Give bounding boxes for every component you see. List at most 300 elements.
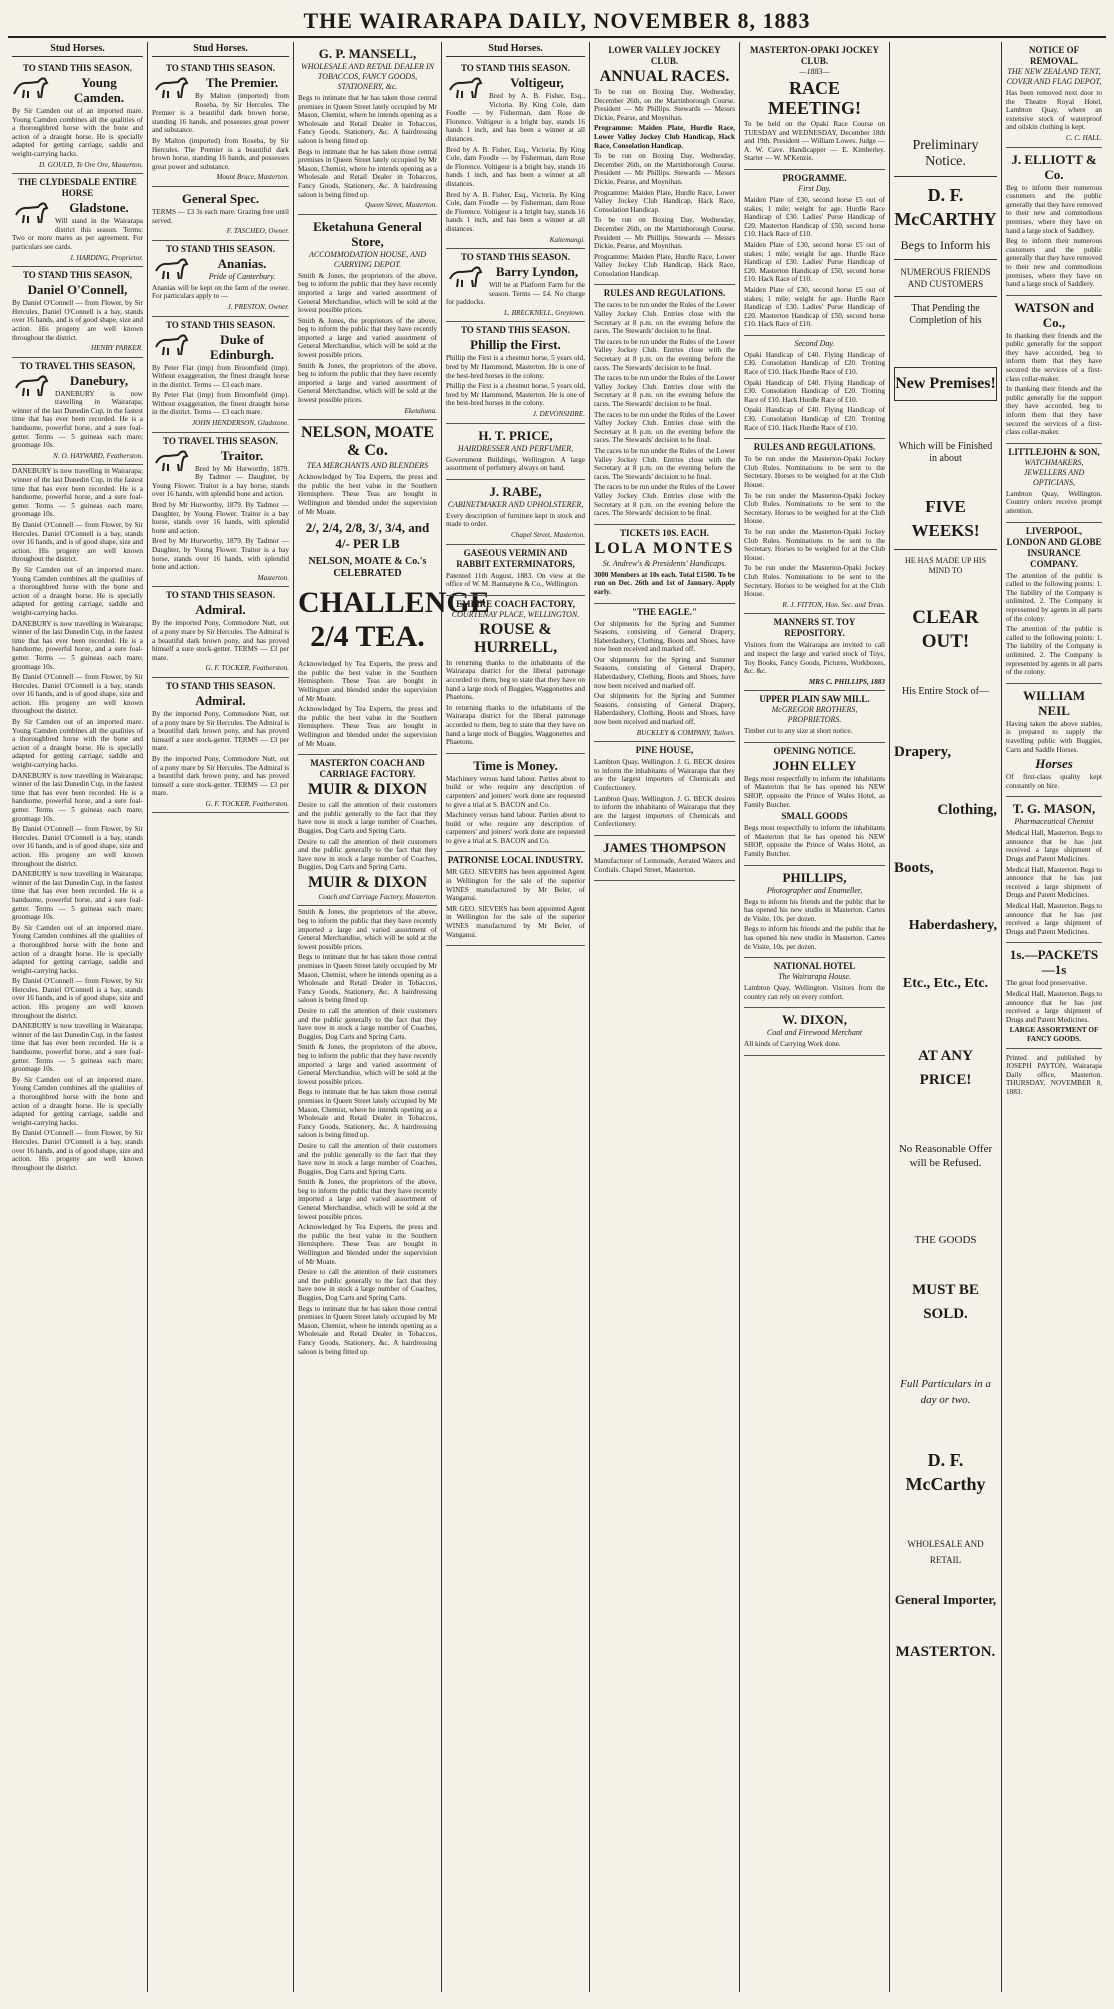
ad-body: To be run on Boxing Day, Wednesday, December 26th, on the Martinborough Course. President — Mr Phillips. Stewards — Messrs Dickie, Pearse, and Moynihan. xyxy=(594,88,735,122)
ad-body-continued: By Sir Camden out of an imported mare. Young Camden combines all the qualities of a thoroughbred horse with the bone and action of a draught horse. He is specially adapted for getting carriage, saddle and weight-carrying hacks. xyxy=(12,1075,143,1127)
ad-name: Ananias. xyxy=(217,255,267,271)
column-1 xyxy=(8,42,148,1992)
ad-body: Our shipments for the Spring and Summer Seasons, consisting of General Drapery, Haberdashery, Clothing, Boots and Shoes, have now been received and marked off. xyxy=(594,692,735,727)
ad-muir-dixon xyxy=(298,755,437,906)
ad-body: In returning thanks to the inhabitants of the Wairarapa district for the liberal patronage accorded to them, beg to state that they have on hand a large stock of Buggies, Waggonettes and Phaetons. xyxy=(446,658,585,702)
ad-name: Horses xyxy=(1035,756,1073,772)
ad-subtitle: SMALL GOODS xyxy=(781,811,848,822)
ad-name: Gladstone. xyxy=(69,200,129,216)
ad-name: ROUSE & HURRELL, xyxy=(473,620,558,656)
ad-name: LOLA MONTES xyxy=(594,539,735,557)
ad-title: PATRONISE LOCAL INDUSTRY. xyxy=(447,855,584,866)
ad-body: Acknowledged by Tea Experts, the press and the public the best value in the Southern Hemisphere. These Teas are bought in Wellington and blended under the supervision of Mr Moate. xyxy=(298,660,437,703)
imprint-text: Printed and published by JOSEPH PAYTON, Wairarapa Daily office, Masterton. THURSDAY, NOVEMBER 8, 1883. xyxy=(1006,1053,1102,1096)
ad-body: By Malton (imported) from Roseba, by Sir Hercules. The Premier is a beautiful dark brown horse, standing 16 hands, and possesses great power and substance. xyxy=(152,136,289,171)
ad-body: Medical Hall, Masterton. Begs to announce that he has just received a large shipment of Drugs and Patent Medicines. xyxy=(1006,990,1102,1024)
ad-signature: Masterton. xyxy=(257,573,289,582)
race-programme: Programme: Maiden Plate, Hurdle Race, Lower Valley Jockey Club Handicap, Hack Race, Consolation Handicap. xyxy=(594,188,735,214)
ad-john-elley xyxy=(744,743,885,866)
ad-body: By Peter Flat (imp) from Broomfield (imp). Without exaggeration, the finest draught horse in the district. Terms — £3 each mare. xyxy=(152,391,289,417)
horse-icon xyxy=(446,74,486,100)
filler-text xyxy=(298,908,437,1356)
ad-body: In returning thanks to the inhabitants of the Wairarapa district for the liberal patronage accorded to them, beg to state that they have on hand a large stock of Buggies, Waggonettes and Phaetons. xyxy=(446,703,585,747)
ad-body: By the imported Pony, Commodore Nutt, out of a pony mare by Sir Hercules. The Admiral is a beautiful dark brown pony, and has proved himself a sure stock-getter. TERMS — £3 per mare. xyxy=(152,709,289,753)
ad-saw-mill xyxy=(744,691,885,743)
masthead xyxy=(8,6,1106,38)
ad-subtitle: The Wairarapa House. xyxy=(778,972,851,982)
ad-subtitle: McGREGOR BROTHERS, PROPRIETORS. xyxy=(771,705,858,725)
column-8 xyxy=(1002,42,1106,1992)
ad-signature: Chapel Street, Masterton. xyxy=(511,531,585,539)
ad-watson xyxy=(1006,296,1102,444)
ad-signature: Eketahuna. xyxy=(404,406,437,415)
ad-name: Young Camden. xyxy=(73,75,125,105)
ad-title: TO STAND THIS SEASON. xyxy=(165,319,276,330)
ad-admiral-2 xyxy=(152,678,289,814)
ad-subtitle: Photographer and Enameller, xyxy=(766,885,863,895)
ad-name: WILLIAM NEIL xyxy=(1022,687,1086,718)
ad-body: The great food preservative. xyxy=(1006,979,1088,988)
ad-name: G. P. MANSELL, xyxy=(318,46,417,61)
ad-packets xyxy=(1006,943,1102,1048)
ad-body: To be run under the Masterton-Opaki Jockey Club Rules. Nominations to be sent to the Secretary. Horses to be weighed for at the Club House. xyxy=(744,527,885,562)
entire-stock: His Entire Stock of— xyxy=(902,686,989,697)
ad-programme-day2 xyxy=(744,336,885,439)
full-particulars: Full Particulars in a day or two. xyxy=(900,1378,991,1406)
ad-body: Bred by A. B. Fisher, Esq., Victoria. By King Cole, dam Foodle — by Fisherman, dam Rose de Florence. Voltigeur is a bright bay, stands 16 hands 1 inch, and has been a winner at all distances. xyxy=(446,145,585,188)
ad-body: Phillip the First is a chestnut horse, 5 years old, bred by Mr Hammond, Masterton. He is one of the best-bred horses in the colony. xyxy=(446,354,585,380)
ad-body: Beg to inform their numerous customers and the public generally that they have removed to their new and commodious premises, where they have on hand a large stock of Saddlery. xyxy=(1006,183,1102,235)
ad-body: The attention of the public is called to the following points: 1. The liability of the Company is unlimited. 2. The Company is represented by agents in all parts of the colony. xyxy=(1006,571,1102,623)
horse-icon xyxy=(12,372,52,398)
ad-national-hotel xyxy=(744,958,885,1008)
ad-body: Medical Hall, Masterton. Begs to announce that he has just received a large shipment of Drugs and Patent Medicines. xyxy=(1006,829,1102,864)
ad-title: TO STAND THIS SEASON. xyxy=(165,590,276,601)
ad-lower-valley-races xyxy=(594,42,735,285)
ad-william-neil xyxy=(1006,684,1102,798)
ad-danebury xyxy=(12,358,143,466)
ad-signature: JOHN HENDERSON, Gladstone. xyxy=(191,419,289,428)
ad-body: Visitors from the Wairarapa are invited to call and inspect the large and varied stock of Toys, Toy Books, Fancy Goods, Pictures, Workboxes, &c. &c. xyxy=(744,641,885,676)
ad-the-eagle xyxy=(594,604,735,743)
ad-signature: MRS C. PHILLIPS, 1883 xyxy=(808,677,885,686)
ad-signature: F. TASCHEO, Owner. xyxy=(226,227,289,236)
ad-body: Has been removed next door to the Theatre Royal Hotel, Lambton Quay, where an extensive stock of waterproof and oilskin clothing is kept. xyxy=(1006,89,1102,132)
ad-body-continued: By Daniel O'Connell — from Flower, by Sir Hercules. Daniel O'Connell is a bay, stands over 16 hands, and is of good shape, size and action. His progeny are well known throughout the district. xyxy=(12,673,143,716)
horse-icon xyxy=(152,74,192,100)
ad-name: Eketahuna General Store, xyxy=(313,218,422,249)
ad-body: The races to be run under the Rules of the Lower Valley Jockey Club. Entries close with the Secretary at 8 p.m. on the evening before the races. The Stewards' decision to be final. xyxy=(594,446,735,481)
ad-name: JAMES THOMPSON xyxy=(603,839,726,855)
masthead-title: THE WAIRARAPA DAILY, NOVEMBER 8, 1883 xyxy=(303,8,811,33)
ad-title: TICKETS 10S. EACH. xyxy=(619,527,710,538)
ad-body: By Daniel O'Connell — from Flower, by Sir Hercules. Daniel O'Connell is a bay, stands over 16 hands, and is of good shape, size and action. His progeny are well known throughout the district. xyxy=(12,299,143,342)
ad-title: TO TRAVEL THIS SEASON. xyxy=(163,435,278,446)
ad-body: To be run on Boxing Day, Wednesday, December 26th, on the Martinborough Course. President — Mr Phillips. Stewards — Messrs Dickie, Pearse, and Moynihan. xyxy=(594,152,735,186)
ad-subtitle: THE NEW ZEALAND TENT, COVER AND FLAG DEPOT, xyxy=(1006,67,1102,86)
ad-body: The attention of the public is called to the following points: 1. The liability of the Company is unlimited. 2. The Company is represented by agents in all parts of the colony. xyxy=(1006,625,1102,677)
ad-nelson-moate xyxy=(298,420,490,755)
ad-signature: Kaitemangi. xyxy=(549,235,585,244)
ad-body: All kinds of Carrying Work done. xyxy=(744,1040,841,1049)
ad-name-repeat: MUIR & DIXON xyxy=(307,873,428,891)
ad-signature: Coach and Carriage Factory, Masterton. xyxy=(318,892,437,901)
ad-body-continued: Begs to intimate that he has taken those central premises in Queen Street lately occupied by Mr Mason, Chemist, where he intends opening as a Wholesale and Retail Dealer in Tobaccos, Fancy Goods, Stationery, &c. A hairdressing saloon is being fitted up. xyxy=(298,1088,437,1140)
ad-body: Lambton Quay, Wellington. J. G. BECK desires to inform the inhabitants of Wairarapa that they are the largest importers of Chemicals and Confectionery. xyxy=(594,794,735,829)
at-any-price: AT ANY PRICE! xyxy=(918,1048,973,1088)
ad-signature: BUCKLEY & COMPANY, Tailors. xyxy=(636,728,735,737)
ad-body-continued: Begs to intimate that he has taken those central premises in Queen Street lately occupied by Mr Mason, Chemist, where he intends opening as a Wholesale and Retail Dealer in Tobaccos, Fancy Goods, Stationery, &c. A hairdressing saloon is being fitted up. xyxy=(298,1304,437,1356)
ad-title: TO STAND THIS SEASON. xyxy=(165,680,276,691)
ad-name: Admiral. xyxy=(195,692,246,708)
ad-time-is-money xyxy=(446,754,585,853)
ad-subtitle: WHOLESALE AND RETAIL DEALER IN TOBACCOS, FANCY GOODS, STATIONERY, &c. xyxy=(301,62,434,91)
ad-body: Bred by A. B. Fisher, Esq., Victoria. By King Cole, dam Foodle — by Fisherman, dam Rose de Florence. Voltigeur is a bright bay, stands 16 hands 1 inch, and has been a winner at all distances. xyxy=(446,190,585,233)
ad-voltigeur xyxy=(446,60,585,249)
ad-body: Begs most respectfully to inform the inhabitants of Masterton that he has opened his NEW SHOP, opposite the Prince of Wales Hotel, as Family Butcher. xyxy=(744,774,885,809)
ad-name: General Spec. xyxy=(181,190,260,206)
ad-subtitle: CABINETMAKER AND UPHOLSTERER, xyxy=(447,499,584,509)
ad-title: "THE EAGLE." xyxy=(631,606,697,617)
filler-text xyxy=(12,467,143,1172)
ad-lola-montes xyxy=(594,525,735,604)
ad-body: Every description of furniture kept in stock and made to order. xyxy=(446,511,585,529)
ad-body: Maiden Plate of £30, second horse £5 out of stakes; 1 mile; weight for age. Hurdle Race Handicap of £30. Ladies' Purse Handicap of £20. Masterton Handicap of £50, second horse £10. Hack Race of £10. xyxy=(744,240,885,284)
ad-rabe xyxy=(446,480,585,545)
horse-icon xyxy=(12,74,52,100)
ad-body: Machinery versus hand labour. Parties about to build or who require any description of carpenters' and joiners' work done are requested to give a trial at S. BACON and Co. xyxy=(446,774,585,809)
ad-empire-coach xyxy=(446,596,585,754)
ad-body: Bred by A. B. Fisher, Esq., Victoria. By King Cole, dam Foodle — by Fisherman, dam Rose de Florence. Voltigeur is a bright bay, stands 16 hands 1 inch, and has been a winner at all distances. xyxy=(446,92,585,143)
ad-name: Duke of Edinburgh. xyxy=(210,331,274,362)
horse-icon xyxy=(446,263,486,289)
ad-title: TO STAND THIS SEASON, xyxy=(22,270,133,281)
ad-subtitle: Pharmaceutical Chemist xyxy=(1014,817,1094,827)
ad-title: GASEOUS VERMIN AND RABBIT EXTERMINATORS, xyxy=(456,547,575,569)
ad-body: MR GEO. SIEVERS has been appointed Agent in Wellington for the sale of the superior WINES manufactured by Mr Beler, of Wanganui. xyxy=(446,868,585,903)
ad-general-spec xyxy=(152,187,289,241)
ad-body: Smith & Jones, the proprietors of the above, beg to inform the public that they have recently imported a large and varied assortment of General Merchandise, which will be sold at the lowest possible prices. xyxy=(298,316,437,360)
stock-item-haberdashery: Haberdashery, xyxy=(908,918,997,933)
ad-young-camden xyxy=(12,60,143,174)
ad-ananias xyxy=(152,241,289,317)
ad-body: Begs to inform his friends and the public that he has opened his new studio in Masterton. Cartes de Visite, 10s. per dozen. xyxy=(744,925,885,951)
ad-daniel-oconnell xyxy=(12,267,143,358)
ad-title: UPPER PLAIN SAW MILL. xyxy=(759,694,870,705)
ad-local-industry xyxy=(446,852,585,946)
made-up-mind: HE HAS MADE UP HIS MIND TO xyxy=(904,556,987,575)
ad-subtitle: —1883— xyxy=(799,67,830,76)
ad-signature: G. F. TOCKER, Featherston. xyxy=(205,664,289,673)
ad-body: Of first-class quality kept constantly on hire. xyxy=(1006,773,1102,790)
column-7-mccarthy-ad xyxy=(890,42,1002,1992)
ad-name: Time is Money. xyxy=(473,757,558,773)
ad-body: Begs to intimate that he has taken those central premises in Queen Street lately occupied by Mr Mason, Chemist, where he intends opening as a Wholesale and Retail Dealer in Tobaccos, Fancy Goods, Stationery, &c. A hairdressing saloon is being fitted up. xyxy=(298,147,437,199)
ad-littlejohn xyxy=(1006,444,1102,523)
ad-body: Government Buildings, Wellington. A large assortment of perfumery always on hand. xyxy=(446,455,585,473)
ad-programme-day1 xyxy=(744,170,885,336)
ad-title: TO STAND THIS SEASON. xyxy=(165,243,276,254)
ad-phillips-photographer xyxy=(744,866,885,959)
ad-subtitle: WATCHMAKERS, JEWELLERS AND OPTICIANS, xyxy=(1023,457,1085,487)
ad-name: RACE MEETING! xyxy=(767,78,861,118)
ad-body: Timber cut to any size at short notice. xyxy=(744,727,853,736)
ad-body: Manufacturer of Lemonade, Aerated Waters and Cordials. Chapel Street, Masterton. xyxy=(594,856,735,874)
columns xyxy=(8,42,1106,1992)
ad-body: In thanking their friends and the public generally for the support they have accorded, beg to inform them that they have secured the services of a first-class collar-maker. xyxy=(1006,385,1102,437)
ad-name: ANNUAL RACES. xyxy=(599,68,730,85)
ad-name: 1s.—PACKETS—1s xyxy=(1009,947,1099,978)
ad-body: To be held on the Opaki Race Course on TUESDAY and WEDNESDAY, December 18th and 19th. President — William Lowes. Judge — A. W. Cave. Handicapper — E. Kimberley. Starter — W. M'Kenzie. xyxy=(744,120,885,163)
ad-title: TO TRAVEL THIS SEASON, xyxy=(20,360,135,371)
stock-item-clothing: Clothing, xyxy=(937,802,997,818)
wholesale-retail: WHOLESALE AND RETAIL xyxy=(907,1539,984,1565)
ad-signature: D. GOULD, Te Ore Ore, Masterton. xyxy=(38,160,143,169)
column-5 xyxy=(590,42,740,1992)
ad-mansell xyxy=(298,42,437,215)
challenge-tea-banner: CHALLENGE 2/4 TEA. xyxy=(298,586,490,654)
ad-body: Lambton Quay, Wellington. J. G. BECK desires to inform the inhabitants of Wairarapa that they are the largest importers of Chemicals and Confectionery. xyxy=(594,758,735,792)
ad-gladstone xyxy=(12,174,143,267)
ad-name: NELSON, MOATE & Co. xyxy=(300,424,435,460)
ad-body: DANEBURY is now travelling in Wairarapa; winner of the last Dunedin Cup, in the fastest time that has ever been recorded. He is a handsome, powerful horse, and a sure foal-getter. Terms — 5 guineas each mare; groomage 10s. xyxy=(12,389,143,450)
ad-title: RULES AND REGULATIONS. xyxy=(753,442,876,453)
ad-body: The races to be run under the Rules of the Lower Valley Jockey Club. Entries close with the Secretary at 8 p.m. on the evening before the races. The Stewards' decision to be final. xyxy=(594,337,735,372)
ad-body-continued: By Sir Camden out of an imported mare. Young Camden combines all the qualities of a thoroughbred horse with the bone and action of a draught horse. He is specially adapted for getting carriage, saddle and weight-carrying hacks. xyxy=(12,718,143,770)
ad-body: Begs to inform his friends and the public that he has opened his new studio in Masterton. Cartes de Visite, 10s. per dozen. xyxy=(744,897,885,923)
ad-body: By Malton (imported) from Roseba, by Sir Hercules. The Premier is a beautiful dark brown horse, standing 16 hands, and possesses great power and substance. xyxy=(152,92,289,135)
stock-item-drapery: Drapery, xyxy=(894,744,952,760)
ad-name: Traitor. xyxy=(220,447,264,463)
ad-title: LIVERPOOL, LONDON AND GLOBE INSURANCE COMPANY. xyxy=(1006,525,1102,569)
ad-notice-of-removal xyxy=(1006,42,1102,148)
ad-signature: N. O. HAYWARD, Featherston. xyxy=(53,451,143,460)
ad-signature: HENRY PARKER. xyxy=(90,344,143,353)
ad-traitor xyxy=(152,433,289,588)
ad-barry-lyndon xyxy=(446,249,585,322)
ad-body: Desire to call the attention of their customers and the public generally to the fact that they have now in stock a large number of Coaches, Buggies, Dog Carts and Spring Carts. xyxy=(298,801,437,835)
ad-subtitle: Coal and Firewood Merchant xyxy=(766,1028,863,1038)
ad-body: Having taken the above stables, is prepared to supply the travelling public with Buggies, Carts and Saddle Horses. xyxy=(1006,719,1102,754)
ad-name: J. ELLIOTT & Co. xyxy=(1011,151,1097,182)
ad-name: WATSON and Co., xyxy=(1014,299,1094,330)
ad-opaki-rules xyxy=(744,439,885,614)
ad-title: MANNERS ST. TOY REPOSITORY. xyxy=(773,617,856,639)
ad-body: Our shipments for the Spring and Summer Seasons, consisting of General Drapery, Haberdashery, Clothing, Boots and Shoes, have now been received and marked off. xyxy=(594,655,735,690)
race-programme: Programme: Maiden Plate, Hurdle Race, Lower Valley Jockey Club Handicap, Hack Race, Consolation Handicap. xyxy=(594,252,735,278)
ad-title: LITTLEJOHN & SON, xyxy=(1008,446,1100,457)
ad-subtitle: Second Day. xyxy=(794,338,835,348)
ad-signature: Mount Bruce, Masterton. xyxy=(216,173,289,182)
ad-phillip-the-first xyxy=(446,322,585,423)
five-weeks: FIVE WEEKS! xyxy=(911,497,980,540)
ad-body: Desire to call the attention of their customers and the public generally to the fact that they have now in stock a large number of Coaches, Buggies, Dog Carts and Spring Carts. xyxy=(298,837,437,872)
ad-body: Will be at Platform Farm for the season. Terms — £4. No charge for paddocks. xyxy=(446,281,585,307)
ad-body: Smith & Jones, the proprietors of the above, beg to inform the public that they have recently imported a large and varied assortment of General Merchandise, which will be sold at the lowest possible prices. xyxy=(298,361,437,405)
ad-body: Bred by Mr Hurworthy, 1879. By Tadmor — Daughter, by Young Flower. Traitor is a bay horse, stands over 16 hands, with splendid bone and action. xyxy=(152,537,289,572)
column-heading: Stud Horses. xyxy=(12,42,143,57)
ad-vermin-exterminators xyxy=(446,545,585,596)
ad-body: Lambton Quay, Wellington. Country orders receive prompt attention. xyxy=(1006,489,1102,515)
ad-body: Maiden Plate of £30, second horse £5 out of stakes; 1 mile; weight for age. Hurdle Race Handicap of £30. Ladies' Purse Handicap of £20. Masterton Handicap of £50, second horse £10. Hack Race of £10. xyxy=(744,195,885,239)
ad-subtitle: HAIRDRESSER AND PERFUMER, xyxy=(457,443,574,453)
finished-in-about: Which will be Finished in about xyxy=(898,441,993,464)
ad-liverpool-insurance xyxy=(1006,523,1102,684)
ad-name: JOHN ELLEY xyxy=(772,757,857,773)
ad-body: Lambton Quay, Wellington. Visitors from the country can rely on every comfort. xyxy=(744,984,885,1001)
ad-body: TERMS — £3 3s each mare. Grazing free until served. xyxy=(152,207,289,225)
horse-icon xyxy=(152,331,192,357)
general-importer: General Importer, xyxy=(894,1592,997,1607)
ad-body: Beg to inform their numerous customers and the public generally that they have removed to their new and commodious premises, where they have on hand a large stock of Saddlery. xyxy=(1006,237,1102,289)
column-4 xyxy=(442,42,590,1992)
horse-icon xyxy=(152,255,192,281)
ad-body: Maiden Plate of £30, second horse £5 out of stakes; 1 mile; weight for age. Hurdle Race Handicap of £30. Ladies' Purse Handicap of £20. Masterton Handicap of £50, second horse £10. Hack Race of £10. xyxy=(744,285,885,329)
ad-body: By the imported Pony, Commodore Nutt, out of a pony mare by Sir Hercules. The Admiral is a beautiful dark brown pony, and has proved himself a sure stock-getter. TERMS — £3 per mare. xyxy=(152,754,289,798)
ad-body: In thanking their friends and the public generally for the support they have accorded, beg to inform them that they have secured the services of a first-class collar-maker. xyxy=(1006,331,1102,383)
column-heading: Stud Horses. xyxy=(152,42,289,57)
ad-name: W. DIXON, xyxy=(782,1012,847,1028)
ad-title: LOWER VALLEY JOCKEY CLUB. xyxy=(608,45,721,66)
ad-the-premier xyxy=(152,60,289,187)
no-offer-refused: No Reasonable Offer will be Refused. xyxy=(898,1143,993,1169)
ad-body-continued: Smith & Jones, the proprietors of the above, beg to inform the public that they have recently imported a large and varied assortment of General Merchandise, which will be sold at the lowest possible prices. xyxy=(298,908,437,951)
ad-name: Barry Lyndon, xyxy=(495,264,579,280)
ad-body: Ananias will be kept on the farm of the owner. For particulars apply to — xyxy=(152,283,289,301)
ad-name: Danebury, xyxy=(69,372,129,388)
ad-signature: R. J. FITTON, Hon. Sec. and Treas. xyxy=(782,600,885,609)
ad-title: MASTERTON COACH AND CARRIAGE FACTORY. xyxy=(310,758,425,780)
begs-inform: Begs to Inform his xyxy=(900,238,991,252)
tea-prices: 2/, 2/4, 2/8, 3/, 3/4, and 4/- PER LB xyxy=(305,520,430,552)
column-6 xyxy=(740,42,890,1992)
ad-title: MASTERTON-OPAKI JOCKEY CLUB. xyxy=(749,45,880,66)
ad-body: The races to be run under the Rules of the Lower Valley Jockey Club. Entries close with the Secretary at 8 p.m. on the evening before the races. The Stewards' decision to be final. xyxy=(594,410,735,445)
ad-body: To be run under the Masterton-Opaki Jockey Club Rules. Nominations to be sent to the Secretary. Horses to be weighed for at the Club House. xyxy=(744,491,885,526)
ad-james-thompson xyxy=(594,836,735,881)
ad-body: Opaki Handicap of £40. Flying Handicap of £30. Consolation Handicap of £20. Trotting Race of £10. Hack Hurdle Race of £10. xyxy=(744,378,885,404)
ad-mason-chemist xyxy=(1006,797,1102,943)
ad-price-hairdresser xyxy=(446,424,585,480)
stock-item-boots: Boots, xyxy=(894,860,934,876)
ad-title: TO STAND THIS SEASON. xyxy=(165,63,276,73)
ad-race-rules xyxy=(594,285,735,524)
masterton: MASTERTON. xyxy=(895,1644,996,1660)
ad-title: NATIONAL HOTEL xyxy=(773,961,856,972)
ad-body-continued: By Daniel O'Connell — from Flower, by Sir Hercules. Daniel O'Connell is a bay, stands over 16 hands, and is of good shape, size and action. His progeny are well known throughout the district. xyxy=(12,825,143,868)
ad-name: Voltigeur, xyxy=(510,75,564,90)
horse-icon xyxy=(12,199,52,225)
ad-body: Opaki Handicap of £40. Flying Handicap of £30. Consolation Handicap of £20. Trotting Race of £10. Hack Hurdle Race of £10. xyxy=(744,350,885,377)
ad-body: Our shipments for the Spring and Summer Seasons, consisting of General Drapery, Haberdashery, Clothing, Boots and Shoes, have now been received and marked off. xyxy=(594,619,735,654)
ad-toy-repository xyxy=(744,614,885,691)
ad-name: Admiral. xyxy=(195,602,246,618)
ad-body: Begs most respectfully to inform the inhabitants of Masterton that he has opened his NEW SHOP, opposite the Prince of Wales Hotel, as Family Butcher. xyxy=(744,824,885,859)
ad-eketahuna-store xyxy=(298,215,437,421)
ad-name: PHILLIPS, xyxy=(782,869,847,885)
ad-body: Medical Hall, Masterton. Begs to announce that he has just received a large shipment of Drugs and Patent Medicines. xyxy=(1006,865,1102,900)
column-2 xyxy=(148,42,294,1992)
ad-body: Bred by Mr Hurworthy, 1879. By Tadmor — Daughter, by Young Flower. Traitor is a bay horse, stands over 16 hands, with splendid bone and action. xyxy=(152,501,289,535)
ad-title: PINE HOUSE, xyxy=(635,745,694,756)
ad-subtitle: St. Andrew's & Presidents' Handicaps. xyxy=(602,558,727,568)
ad-body-continued: By Sir Camden out of an imported mare. Young Camden combines all the qualities of a thoroughbred horse with the bone and action of a draught horse. He is specially adapted for getting carriage, saddle and weight-carrying hacks. xyxy=(12,565,143,617)
ad-signature: G. F. TOCKER, Featherston. xyxy=(205,799,289,808)
the-goods: THE GOODS xyxy=(914,1234,977,1246)
horse-icon xyxy=(152,447,192,473)
ad-name: Daniel O'Connell, xyxy=(27,282,128,298)
ad-body: Acknowledged by Tea Experts, the press and the public the best value in the Southern Hemisphere. These Teas are bought in Wellington and blended under the supervision of Mr Moate. xyxy=(298,473,437,516)
ad-subtitle: TEA MERCHANTS AND BLENDERS xyxy=(306,461,429,471)
ad-body: MR GEO. SIEVERS has been appointed Agent in Wellington for the sale of the superior WINES manufactured by Mr Beler, of Wanganui. xyxy=(446,904,585,939)
ad-body-continued: Desire to call the attention of their customers and the public generally to the fact that they have now in stock a large number of Coaches, Buggies, Dog Carts and Spring Carts. xyxy=(298,1268,437,1302)
new-premises: New Premises! xyxy=(894,367,997,401)
ad-signature: J. HARDING, Proprietor. xyxy=(69,253,143,262)
ad-signature: LARGE ASSORTMENT OF FANCY GOODS. xyxy=(1009,1026,1099,1043)
ad-name: J. RABE, xyxy=(489,483,542,499)
ad-body-continued: Desire to call the attention of their customers and the public generally to the fact that they have now in stock a large number of Coaches, Buggies, Dog Carts and Spring Carts. xyxy=(298,1141,437,1176)
ad-body: Phillip the First is a chestnut horse, 5 years old, bred by Mr Hammond, Masterton. He is one of the best-bred horses in the colony. xyxy=(446,382,585,408)
ad-name: T. G. MASON, xyxy=(1012,801,1096,817)
ad-signature: Queen Street, Masterton. xyxy=(365,201,437,210)
ad-body-continued: Begs to intimate that he has taken those central premises in Queen Street lately occupied by Mr Mason, Chemist, where he intends opening as a Wholesale and Retail Dealer in Tobaccos, Fancy Goods, Stationery, &c. A hairdressing saloon is being fitted up. xyxy=(298,953,437,1005)
pending-completion: That Pending the Completion of his xyxy=(909,303,982,326)
ad-elliott xyxy=(1006,148,1102,296)
ad-body-continued: Desire to call the attention of their customers and the public generally to the fact that they have now in stock a large number of Coaches, Buggies, Dog Carts and Spring Carts. xyxy=(298,1007,437,1041)
ad-body: Acknowledged by Tea Experts, the press and the public the best value in the Southern Hemisphere. These Teas are bought in Wellington and blended under the supervision of Mr Moate. xyxy=(298,705,437,748)
ad-body-continued: By Sir Camden out of an imported mare. Young Camden combines all the qualities of a thoroughbred horse with the bone and action of a draught horse. He is specially adapted for getting carriage, saddle and weight-carrying hacks. xyxy=(12,923,143,975)
ad-duke-of-edinburgh xyxy=(152,317,289,433)
ad-body: Smith & Jones, the proprietors of the above, beg to inform the public that they have recently imported a large and varied assortment of General Merchandise, which will be sold at the lowest possible prices. xyxy=(298,271,437,315)
ad-opaki-race-meeting xyxy=(744,42,885,170)
ad-body-continued: Smith & Jones, the proprietors of the above, beg to inform the public that they have recently imported a large and varied assortment of General Merchandise, which will be sold at the lowest possible prices. xyxy=(298,1043,437,1086)
must-be-sold: MUST BE SOLD. xyxy=(912,1282,979,1322)
ad-title: EMPIRE COACH FACTORY, xyxy=(456,598,575,609)
ad-body: Patented 11th August, 1883. On view at the office of W. M. Bannatyne & Co., Wellington. xyxy=(446,571,585,589)
ad-body: The races to be run under the Rules of the Lower Valley Jockey Club. Entries close with the Secretary at 8 p.m. on the evening before the races. The Stewards' decision to be final. xyxy=(594,374,735,408)
ad-body-continued: DANEBURY is now travelling in Wairarapa; winner of the last Dunedin Cup, in the fastest time that has ever been recorded. He is a handsome, powerful horse, and a sure foal-getter. Terms — 5 guineas each mare; groomage 10s. xyxy=(12,771,143,823)
ad-body-continued: Smith & Jones, the proprietors of the above, beg to inform the public that they have recently imported a large and varied assortment of General Merchandise, which will be sold at the lowest possible prices. xyxy=(298,1178,437,1221)
ad-body: Will stand in the Wairarapa district this season. Terms: Two or more mares as per agreement. For particulars see cards. xyxy=(12,217,143,251)
ad-pine-house xyxy=(594,742,735,836)
ad-body-continued: DANEBURY is now travelling in Wairarapa; winner of the last Dunedin Cup, in the fastest time that has ever been recorded. He is a handsome, powerful horse, and a sure foal-getter. Terms — 5 guineas each mare; groomage 10s. xyxy=(12,870,143,922)
ad-name: The Premier. xyxy=(205,75,279,90)
ad-name: MUIR & DIXON xyxy=(307,781,428,799)
numerous-friends: NUMEROUS FRIENDS AND CUSTOMERS xyxy=(900,267,991,289)
ad-body: By the imported Pony, Commodore Nutt, out of a pony mare by Sir Hercules. The Admiral is a beautiful dark brown pony, and has proved himself a sure stock-getter. TERMS — £3 per mare. xyxy=(152,619,289,662)
ad-title: TO STAND THIS SEASON. xyxy=(460,325,571,336)
ad-body: Machinery versus hand labour. Parties about to build or who require any description of carpenters' and joiners' work done are requested to give a trial at S. BACON and Co. xyxy=(446,811,585,845)
tea-slogan: NELSON, MOATE & Co.'s CELEBRATED xyxy=(308,556,427,580)
ad-body-continued: By Daniel O'Connell — from Flower, by Sir Hercules. Daniel O'Connell is a bay, stands over 16 hands, and is of good shape, size and action. His progeny are well known throughout the district. xyxy=(12,1129,143,1172)
ad-body: To be run under the Masterton-Opaki Jockey Club Rules. Nominations to be sent to the Secretary. Horses to be weighed for at the Club House. xyxy=(744,564,885,599)
ad-title: PROGRAMME. xyxy=(782,172,847,183)
ad-title: THE CLYDESDALE ENTIRE HORSE xyxy=(18,177,137,199)
stock-item-etc: Etc., Etc., Etc. xyxy=(902,976,989,991)
ad-body: Opaki Handicap of £40. Flying Handicap of £30. Consolation Handicap of £20. Trotting Race of £10. Hack Hurdle Race of £10. xyxy=(744,406,885,432)
column-3 xyxy=(294,42,490,1992)
column-heading: Stud Horses. xyxy=(446,42,585,57)
ad-subtitle: First Day. xyxy=(798,183,831,193)
ad-subtitle: COURTENAY PLACE, WELLINGTON. xyxy=(451,609,580,619)
clear-out: CLEAR OUT! xyxy=(912,607,979,652)
ad-title: TO STAND THIS SEASON. xyxy=(460,63,571,73)
ad-signature: J. PRESTON, Owner. xyxy=(227,302,289,311)
ad-title: TO STAND THIS SEASON. xyxy=(22,63,133,73)
ad-body-continued: DANEBURY is now travelling in Wairarapa; winner of the last Dunedin Cup, in the fastest time that has ever been recorded. He is a handsome, powerful horse, and a sure foal-getter. Terms — 5 guineas each mare; groomage 10s. xyxy=(12,619,143,671)
ad-name: Phillip the First. xyxy=(470,337,561,353)
ad-body: Bred by Mr Hurworthy, 1879. By Tadmor — Daughter, by Young Flower. Traitor is a bay horse, stands over 16 hands, with splendid bone and action. xyxy=(152,464,289,499)
